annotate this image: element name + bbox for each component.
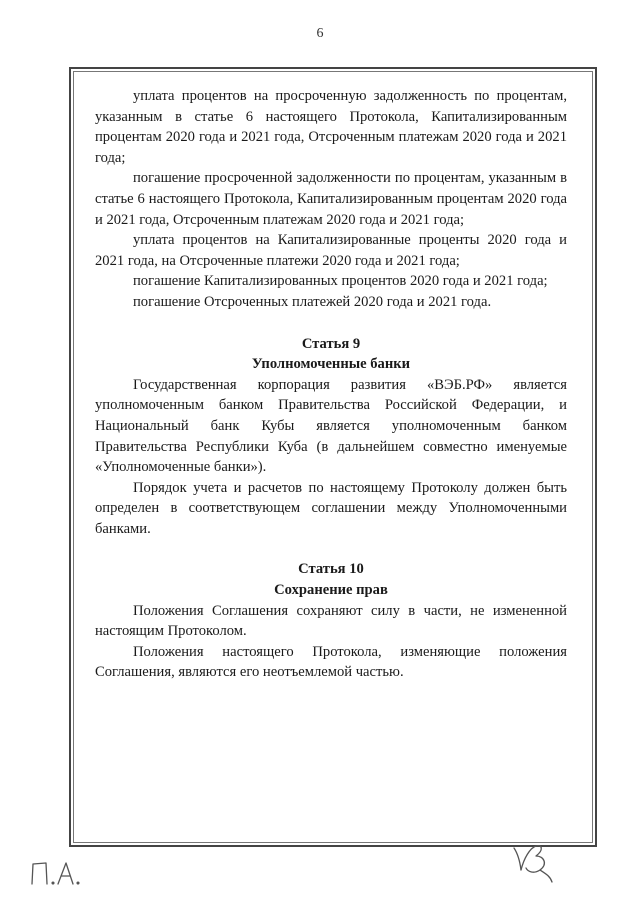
article-9-number: Статья 9 (301, 335, 361, 352)
article-10-number: Статья 10 (298, 561, 364, 578)
handwritten-initials (28, 856, 108, 890)
article-9-paragraph: Порядок учета и расчетов по настоящему Протоколу должен быть определен в соответствующем соглашении между Уполномоченными банками. (95, 479, 567, 537)
document-body (95, 86, 567, 683)
list-item: уплата процентов на Капитализированные проценты 2020 года и 2021 года, на Отсроченные платежи 2020 года и 2021 года; (95, 232, 567, 269)
article-10-paragraph: Положения Соглашения сохраняют силу в части, не измененной настоящим Протоколом. (95, 602, 567, 640)
article-9-title: Уполномоченные банки (251, 356, 411, 373)
list-item: погашение Капитализированных процентов 2020 года и 2021 года; (133, 273, 548, 290)
signature (506, 838, 566, 888)
article-9-paragraph: Государственная корпорация развития «ВЭБ.РФ» является уполномоченным банком Правительства Российской Федерации, и Национальный банк Кубы является уполномоченным банком Правительства Республики Куба (в дальнейшем совместно именуемые «Уполномоченные банки»). (95, 376, 567, 476)
article-10-paragraph: Положения настоящего Протокола, изменяющие положения Соглашения, являются его неотъемлемой частью. (95, 643, 567, 681)
page-number: 6 (316, 26, 324, 41)
list-item: погашение Отсроченных платежей 2020 года и 2021 года. (133, 293, 492, 310)
list-item: погашение просроченной задолженности по процентам, указанным в статье 6 настоящего Протокола, Капитализированным процентам 2020 года и 2021 года, Отсроченным платежам 2020 года и 2021 года; (95, 170, 567, 228)
article-10-title: Сохранение прав (274, 582, 388, 599)
list-item: уплата процентов на просроченную задолженность по процентам, указанным в статье 6 настоящего Протокола, Капитализированным процентам 2020 года и 2021 года, Отсроченным платежам 2020 года и 2021 года; (95, 88, 567, 166)
